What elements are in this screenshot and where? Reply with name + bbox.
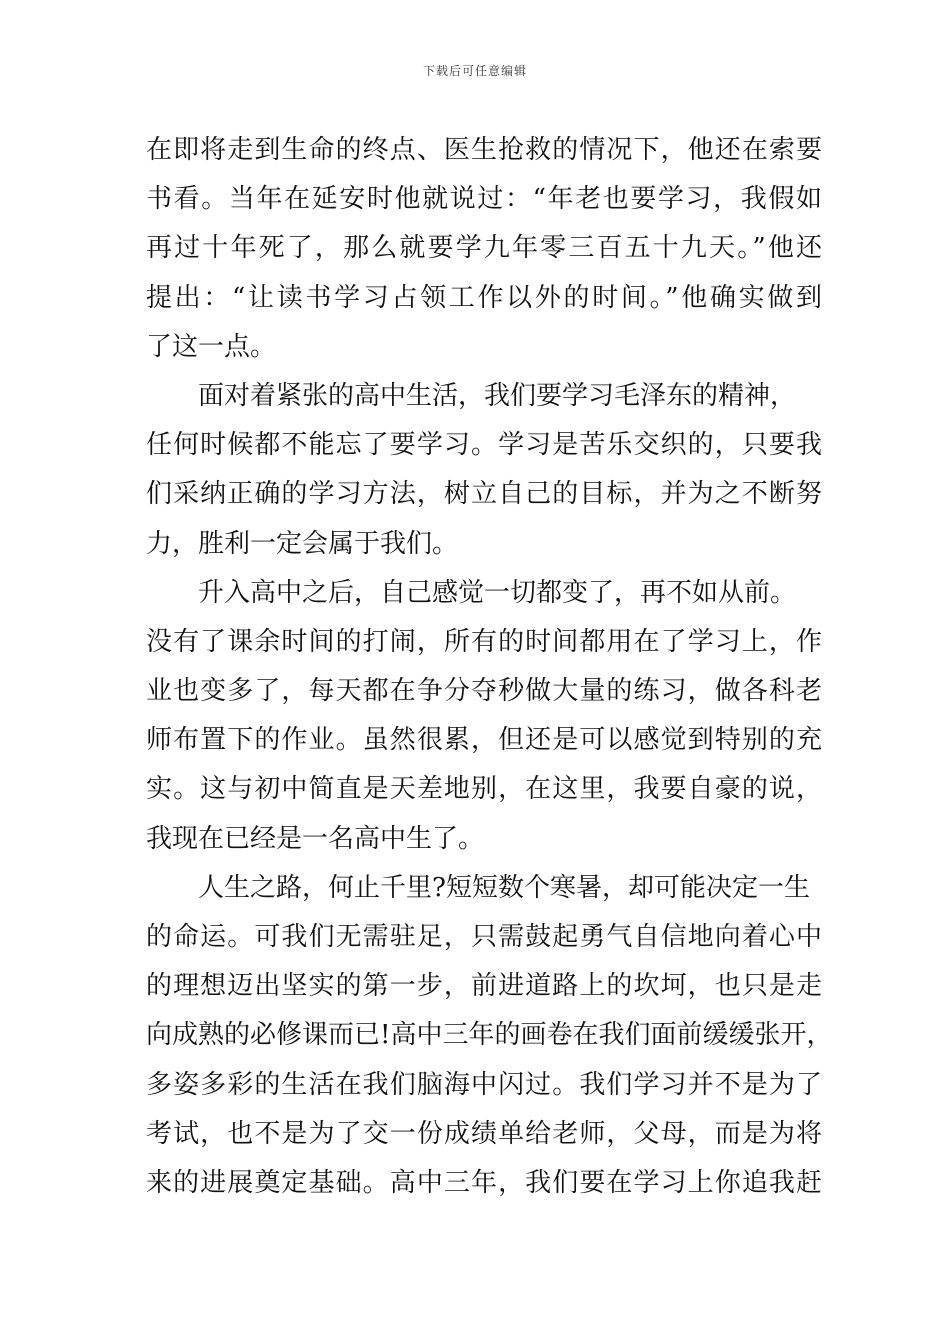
text-line: 考试，也不是为了交一份成绩单给老师，父母，而是为将 (146, 1118, 822, 1149)
text-line: 书看。当年在延安时他就说过：“年老也要学习，我假如 (146, 184, 822, 215)
text-line: 实。这与初中简直是天差地别，在这里，我要自豪的说， (146, 774, 822, 805)
text-line: 们采纳正确的学习方法，树立自己的目标，并为之不断努 (146, 479, 822, 510)
text-line: 再过十年死了，那么就要学九年零三百五十九天。”他还 (146, 233, 822, 264)
text-line: 多姿多彩的生活在我们脑海中闪过。我们学习并不是为了 (146, 1069, 822, 1100)
text-line: 师布置下的作业。虽然很累，但还是可以感觉到特别的充 (146, 725, 822, 756)
text-line: 力，胜利一定会属于我们。 (146, 528, 459, 559)
text-line: 了这一点。 (146, 331, 277, 362)
text-line: 我现在已经是一名高中生了。 (146, 823, 485, 854)
text-line: 提出：“让读书学习占领工作以外的时间。”他确实做到 (146, 282, 822, 313)
text-line: 的命运。可我们无需驻足，只需鼓起勇气自信地向着心中 (146, 922, 822, 952)
text-line: 向成熟的必修课而已!高中三年的画卷在我们面前缓缓张开， (146, 1020, 833, 1051)
body-text (146, 126, 833, 1208)
text-line: 来的进展奠定基础。高中三年，我们要在学习上你追我赶 (146, 1167, 822, 1198)
text-line: 的理想迈出坚实的第一步，前进道路上的坎坷，也只是走 (146, 971, 822, 1002)
page-header: 下载后可任意编辑 (422, 64, 527, 78)
paragraph-first-line: 面对着紧张的高中生活，我们要学习毛泽东的精神， (198, 380, 797, 411)
text-line: 任何时候都不能忘了要学习。学习是苦乐交织的，只要我 (146, 430, 822, 461)
text-line: 没有了课余时间的打闹，所有的时间都用在了学习上，作 (146, 626, 822, 657)
paragraph-first-line: 人生之路，何止千里?短短数个寒暑，却可能决定一生 (198, 872, 810, 903)
text-line: 在即将走到生命的终点、医生抢救的情况下，他还在索要 (146, 135, 822, 165)
paragraph-first-line: 升入高中之后，自己感觉一切都变了，再不如从前。 (198, 577, 797, 608)
text-line: 业也变多了，每天都在争分夺秒做大量的练习，做各科老 (146, 676, 822, 707)
